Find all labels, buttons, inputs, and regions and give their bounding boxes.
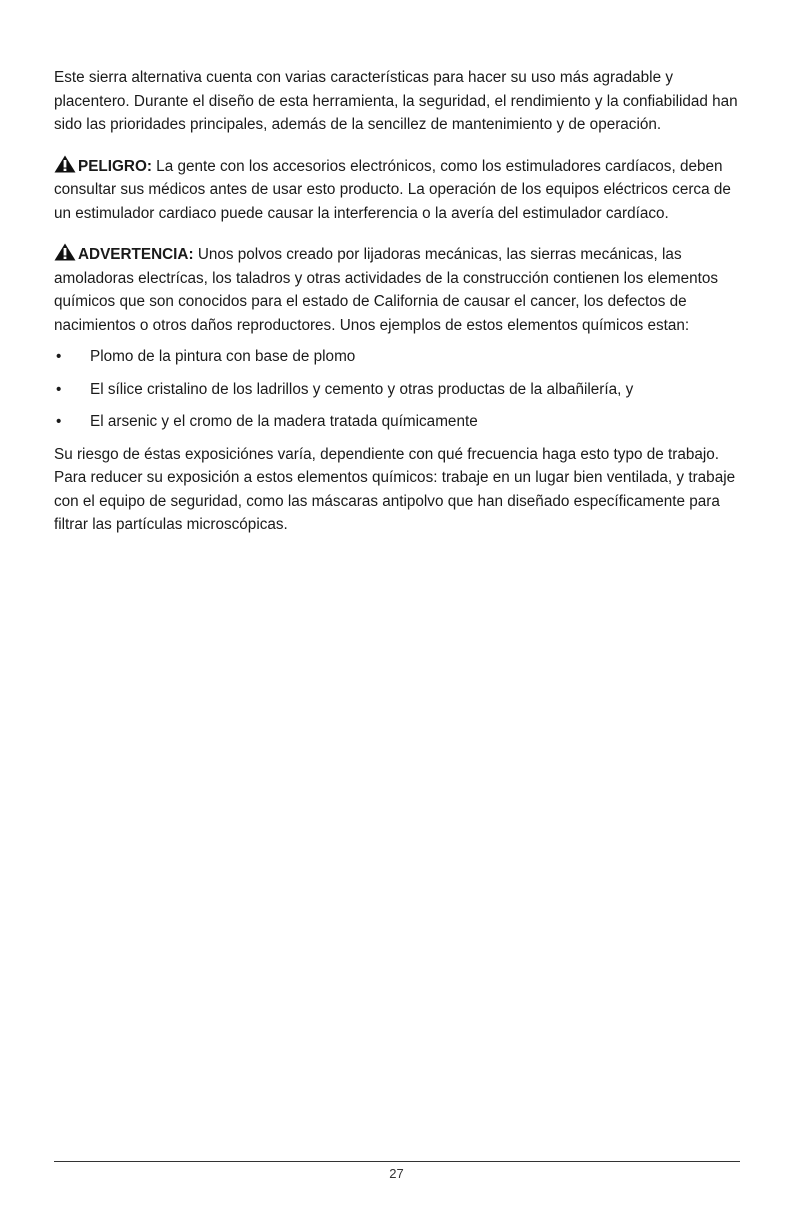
intro-paragraph: Este sierra alternativa cuenta con varias características para hacer su uso más agradable y placentero. Durante el diseño de esta herramienta, la seguridad, el rendimiento y la confiabilidad han sido las prioridades principales, además de la sencillez de mantenimiento y de operación. [54, 69, 738, 133]
page-content [54, 66, 744, 537]
bullet-icon: • [56, 348, 62, 365]
advertencia-label: ADVERTENCIA: [78, 246, 194, 263]
list-item: • El sílice cristalino de los ladrillos y cemento y otras productas de la albañilería, y [54, 378, 744, 402]
bullet-icon: • [56, 380, 62, 398]
chemicals-list [54, 345, 744, 434]
warning-triangle-icon [54, 243, 76, 261]
advertencia-text: Unos polvos creado por lijadoras mecánicas, las sierras mecánicas, las amoladoras electrícas, los taladros y otras actividades de la construcción contienen los elementos químicos que son conocidos para el estado de California de causar el cancer, los defectos de nacimientos o otros daños reproductores. Unos ejemplos de estos elementos químicos estan: [54, 246, 719, 334]
closing-paragraph: Su riesgo de éstas exposiciónes varía, dependiente con qué frecuencia haga esto typo de trabajo. Para reducer su exposición a estos elementos químicos: trabaje en un lugar bien ventilada, y trabaje con el equipo de seguridad, como las máscaras antipolvo que han diseñado específicamente para filtrar las partículas microscópicas. [54, 445, 736, 533]
advertencia-warning [54, 243, 744, 337]
footer-divider [54, 1161, 740, 1162]
peligro-warning [54, 155, 744, 226]
warning-triangle-icon [54, 155, 76, 173]
list-item: • El arsenic y el cromo de la madera tratada químicamente [54, 410, 744, 434]
page-number: 27 [389, 1166, 404, 1181]
peligro-text: La gente con los accesorios electrónicos, como los estimuladores cardíacos, deben consultar sus médicos antes de usar esto producto. La operación de los equipos eléctricos cerca de un estimulador cardiaco puede causar la interferencia o la avería del estimulador cardíaco. [54, 157, 731, 222]
list-item: • Plomo de la pintura con base de plomo [54, 345, 744, 369]
bullet-icon: • [56, 413, 62, 430]
peligro-label: PELIGRO: [78, 157, 152, 175]
